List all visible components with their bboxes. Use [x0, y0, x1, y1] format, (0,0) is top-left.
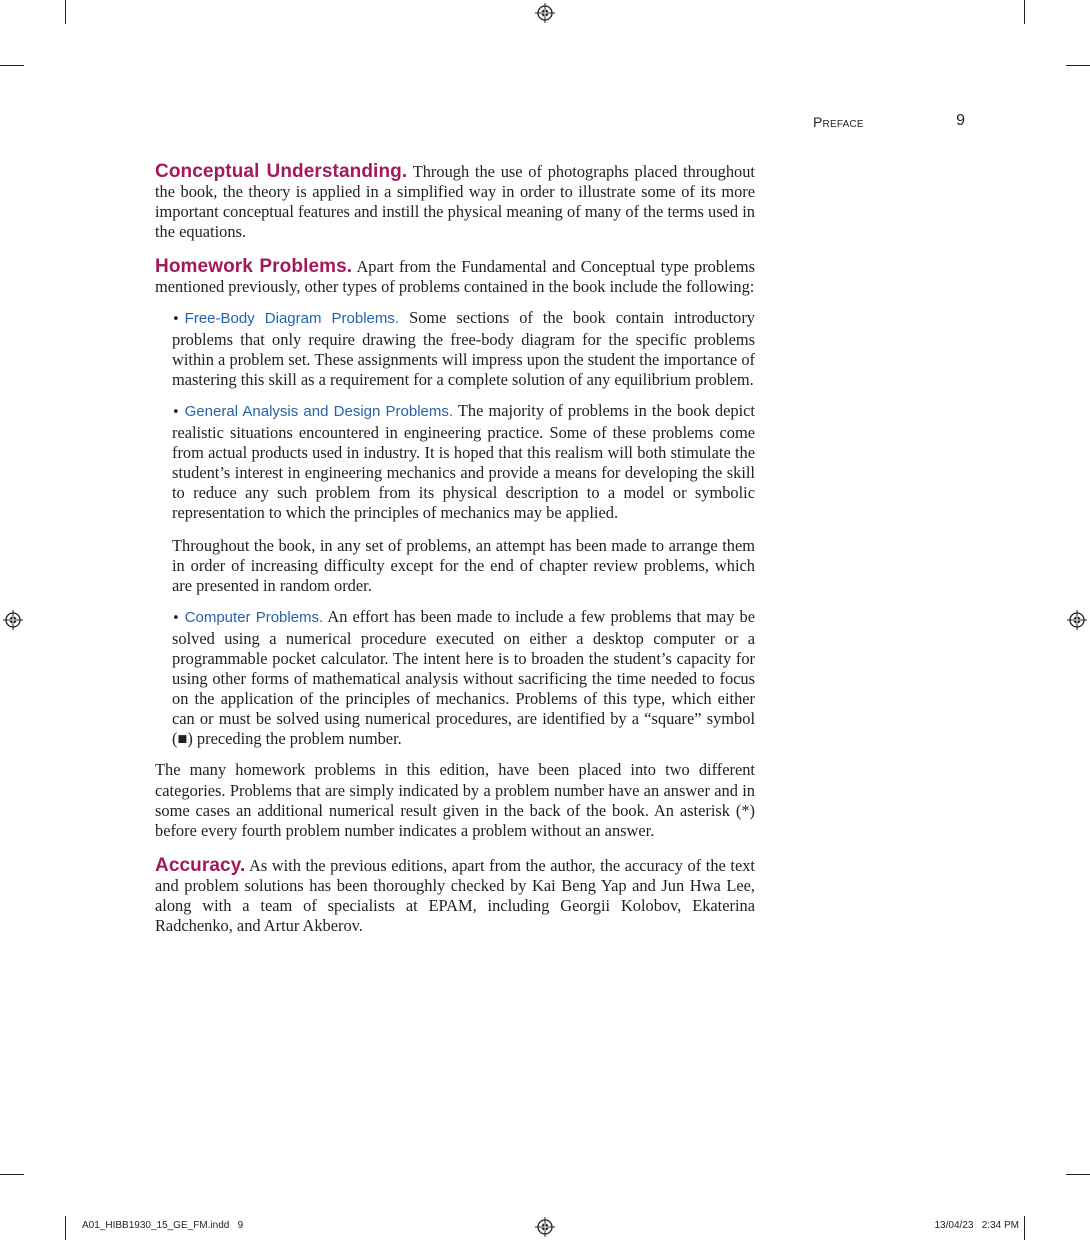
crop-mark: [0, 1174, 24, 1175]
crop-mark: [1024, 0, 1025, 24]
heading-homework-problems: Homework Problems.: [155, 256, 353, 278]
paragraph-text: As with the previous editions, apart from the author, the accuracy of the text and problem solutions has been thoroughly checked by Kai Beng Yap and Jun Hwa Lee, along with a team of specialists at EPAM, including Georgii Kolobov, Ekaterina Radchenko, and Artur Akberov.: [155, 855, 755, 936]
list-item-text: An effort has been made to include a few problems that may be solved using a numerical procedure executed on either a desktop computer or a programmable pocket calculator. The intent here is to broaden the student’s capacity for using other forms of mathematical analysis without sacrificing the time needed to focus on the application of the principles of mechanics. Problems of this type, which either can or must be solved using numerical procedures, are identified by a “square” symbol (■) preceding the problem number.: [172, 606, 755, 749]
paragraph-text: Through the use of photographs placed throughout the book, the theory is applied in a simplified way in order to illustrate some of its more important conceptual features and instill the physical meaning of many of the terms used in the equations.: [155, 162, 755, 242]
paragraph-conceptual-understanding: [155, 162, 755, 242]
paragraph-text: Apart from the Fundamental and Conceptual type problems mentioned previously, other types of problems contained in the book include the following:: [155, 257, 756, 297]
paragraph-accuracy: [155, 856, 755, 936]
slug-timestamp: 13/04/23 2:34 PM: [934, 1220, 1019, 1231]
crop-mark: [0, 65, 24, 66]
list-item-text: The majority of problems in the book depict realistic situations encountered in engineering practice. Some of these problems come from actual products used in industry. It is hoped that this realism will both stimulate the student’s interest in engineering mechanics and provide a means for developing the skill to reduce any such problem from its physical description to a model or symbolic representation to which the principles of mechanics may be applied.: [172, 400, 755, 523]
running-head: [813, 112, 965, 132]
paragraph-homework-problems: [155, 257, 755, 297]
list-item-free-body-diagram: [172, 308, 755, 390]
crop-mark: [65, 0, 66, 24]
paragraph-categories: The many homework problems in this edition, have been placed into two different categories. Problems that are simply indicated by a problem number have an answer and in some cases an additional numerical result given in the back of the book. An asterisk (*) before every fourth problem number indicates a problem without an answer.: [155, 760, 755, 840]
bullet-icon: •: [172, 610, 180, 626]
body-text: [155, 162, 755, 951]
registration-mark-icon: [535, 3, 555, 23]
heading-accuracy: Accuracy.: [155, 854, 246, 876]
heading-conceptual-understanding: Conceptual Understanding.: [155, 161, 408, 182]
crop-mark: [1066, 65, 1090, 66]
registration-mark-icon: [3, 610, 23, 630]
registration-mark-icon: [1067, 610, 1087, 630]
running-head-title: Preface: [813, 114, 864, 130]
registration-mark-icon: [535, 1217, 555, 1237]
heading-general-analysis-problems: General Analysis and Design Problems.: [184, 402, 454, 420]
list-item-computer-problems: [172, 607, 755, 750]
paragraph-problem-order: Throughout the book, in any set of problems, an attempt has been made to arrange them in order of increasing difficulty except for the end of chapter review problems, which are presented in random order.: [172, 535, 755, 595]
crop-mark: [1066, 1174, 1090, 1175]
bullet-icon: •: [172, 311, 180, 327]
crop-mark: [1024, 1216, 1025, 1240]
page-number: 9: [956, 112, 965, 129]
list-item-general-analysis: [172, 401, 755, 524]
slug-file-name: A01_HIBB1930_15_GE_FM.indd 9: [82, 1220, 244, 1231]
crop-mark: [65, 1216, 66, 1240]
heading-computer-problems: Computer Problems.: [184, 608, 324, 626]
heading-free-body-diagram-problems: Free-Body Diagram Problems.: [184, 309, 400, 327]
list-item-text: Some sections of the book contain introductory problems that only require drawing the free-body diagram for the specific problems within a problem set. These assignments will impress upon the student the importance of mastering this skill as a requirement for a complete solution of any equilibrium problem.: [172, 307, 755, 389]
bullet-icon: •: [172, 404, 180, 420]
